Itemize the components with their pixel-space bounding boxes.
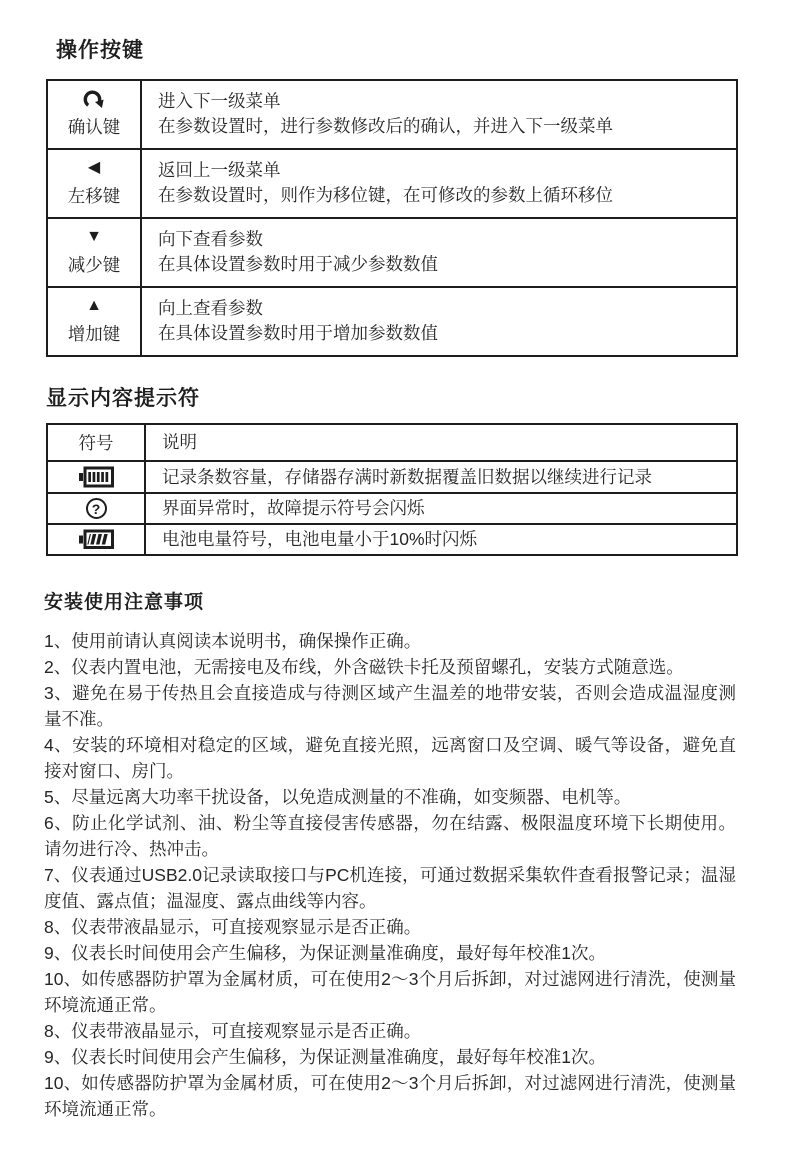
table-row-record-capacity: [47, 461, 737, 493]
note-item-1: 1、使用前请认真阅读本说明书，确保操作正确。: [44, 631, 422, 651]
table-row-fault-indicator: [47, 493, 737, 524]
key-description-cell: [141, 218, 737, 287]
key-symbol-cell: [47, 287, 141, 356]
section-title-operation-keys: 操作按键: [56, 39, 144, 62]
indicator-description: 记录条数容量，存储器存满时新数据覆盖旧数据以继续进行记录: [145, 461, 737, 493]
battery-level-icon: [48, 529, 144, 550]
key-description-cell: [141, 287, 737, 356]
key-description-line2: 在具体设置参数时用于减少参数数值: [158, 253, 438, 274]
note-item-9: 9、仪表长时间使用会产生偏移，为保证测量准确度，最好每年校准1次。: [44, 943, 606, 963]
key-description-line1: 进入下一级菜单: [158, 90, 281, 111]
confirm-loop-arrow-icon: [48, 88, 140, 110]
note-item-7: 7、仪表通过USB2.0记录读取接口与PC机连接，可通过数据采集软件查看报警记录；温湿度值、露点值；温湿度、露点曲线等内容。: [44, 865, 736, 911]
section-title-installation-notes: 安装使用注意事项: [44, 592, 205, 613]
indicators-header-row: [47, 424, 737, 461]
note-item-2: 2、仪表内置电池，无需接电及布线，外含磁铁卡托及预留螺孔，安装方式随意选。: [44, 657, 684, 677]
note-item-10: 10、如传感器防护罩为金属材质，可在使用2～3个月后拆卸，对过滤网进行清洗，使测量环境流通正常。: [44, 969, 736, 1015]
note-item-6: 6、防止化学试剂、油、粉尘等直接侵害传感器，勿在结露、极限温度环境下长期使用。请勿进行冷、热冲击。: [44, 813, 736, 859]
key-description-cell: [141, 80, 737, 149]
operation-keys-table: [46, 79, 738, 357]
indicator-symbol-cell: [47, 524, 145, 555]
question-circle-icon: ?: [86, 498, 107, 519]
key-symbol-cell: [47, 149, 141, 218]
up-triangle-icon: ▲: [86, 297, 102, 314]
down-triangle-icon: ▼: [86, 228, 102, 245]
key-label: 确认键: [67, 117, 121, 137]
table-row-decrease-key: [47, 218, 737, 287]
key-description-line1: 返回上一级菜单: [158, 159, 281, 180]
note-item-8: 8、仪表带液晶显示，可直接观察显示是否正确。: [44, 917, 422, 937]
key-label: 增加键: [67, 324, 121, 344]
table-row-increase-key: [47, 287, 737, 356]
key-description-line2: 在参数设置时，进行参数修改后的确认，并进入下一级菜单: [158, 115, 613, 136]
manual-page: [0, 34, 790, 1171]
key-label: 左移键: [67, 186, 121, 206]
indicator-description: 界面异常时，故障提示符号会闪烁: [145, 493, 737, 524]
column-header-symbol: 符号: [47, 424, 145, 461]
note-item-10-repeat: 10、如传感器防护罩为金属材质，可在使用2～3个月后拆卸，对过滤网进行清洗，使测量环境流通正常。: [44, 1073, 736, 1119]
table-row-left-key: [47, 149, 737, 218]
section-title-display-indicators: 显示内容提示符: [46, 387, 200, 410]
indicator-symbol-cell: [47, 493, 145, 524]
indicator-symbol-cell: [47, 461, 145, 493]
note-item-3: 3、避免在易于传热且会直接造成与待测区域产生温差的地带安装，否则会造成温湿度测量不准。: [44, 683, 736, 729]
note-item-4: 4、安装的环境相对稳定的区域，避免直接光照，远离窗口及空调、暖气等设备，避免直接对窗口、房门。: [44, 735, 736, 781]
key-description-cell: [141, 149, 737, 218]
indicator-description: 电池电量符号，电池电量小于10%时闪烁: [145, 524, 737, 555]
key-symbol-cell: [47, 80, 141, 149]
key-label: 减少键: [67, 255, 121, 275]
column-header-description: 说明: [145, 424, 737, 461]
table-row-confirm-key: [47, 80, 737, 149]
key-symbol-cell: [47, 218, 141, 287]
key-description-line1: 向下查看参数: [158, 228, 263, 249]
note-item-8-repeat: 8、仪表带液晶显示，可直接观察显示是否正确。: [44, 1021, 422, 1041]
record-capacity-icon: [48, 465, 144, 489]
key-description-line2: 在具体设置参数时用于增加参数数值: [158, 322, 438, 343]
indicators-table: [46, 423, 738, 556]
note-item-9-repeat: 9、仪表长时间使用会产生偏移，为保证测量准确度，最好每年校准1次。: [44, 1047, 606, 1067]
installation-notes-list: [44, 628, 736, 1122]
key-description-line2: 在参数设置时，则作为移位键，在可修改的参数上循环移位: [158, 184, 613, 205]
note-item-5: 5、尽量远离大功率干扰设备，以免造成测量的不准确，如变频器、电机等。: [44, 787, 632, 807]
left-triangle-icon: ◀: [87, 159, 101, 176]
table-row-battery-level: [47, 524, 737, 555]
key-description-line1: 向上查看参数: [158, 297, 263, 318]
